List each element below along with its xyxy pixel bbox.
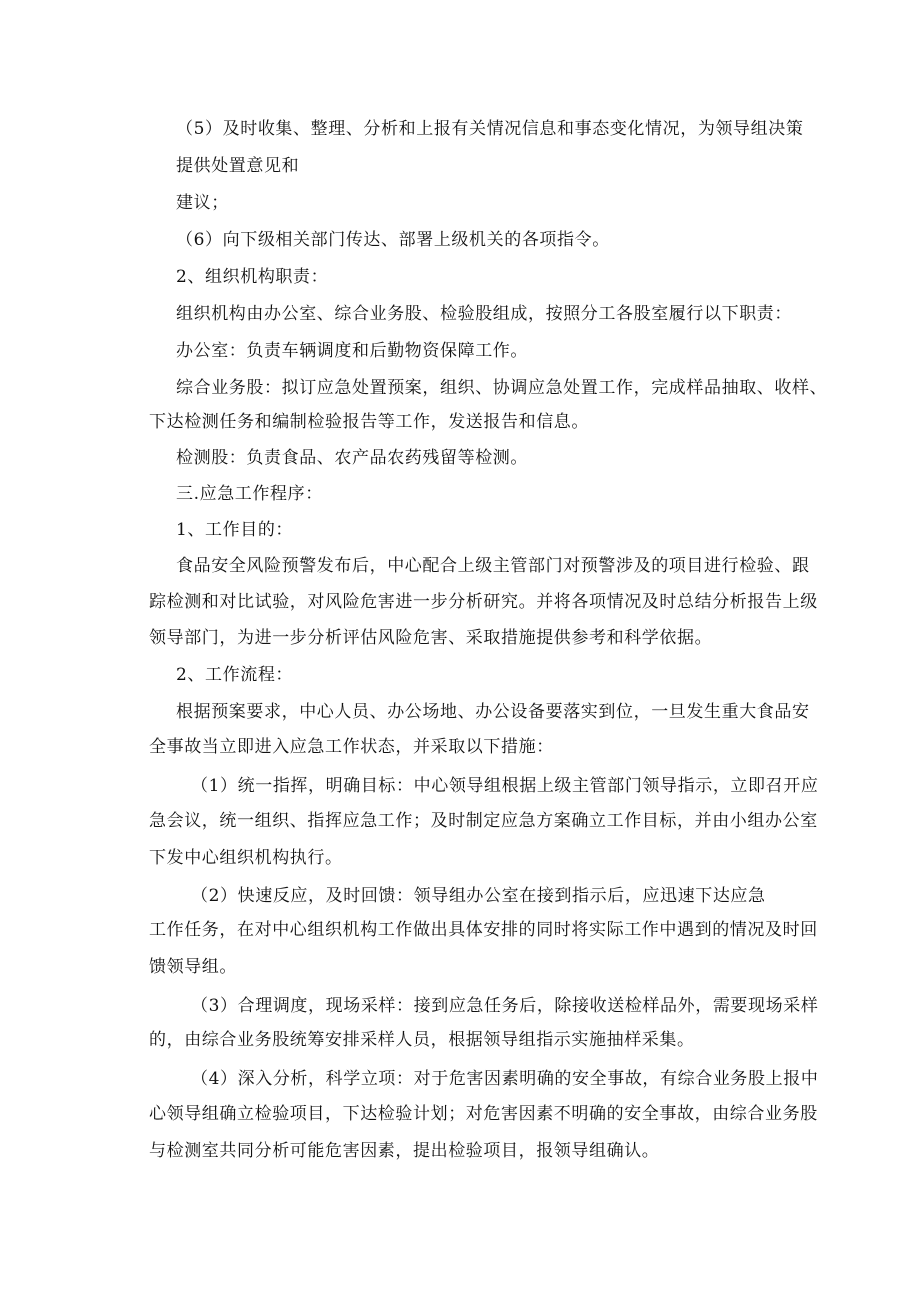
text-line: 食品安全风险预警发布后，中心配合上级主管部门对预警涉及的项目进行检验、跟 xyxy=(176,556,810,576)
text-line: 工作任务，在对中心组织机构工作做出具体安排的同时将实际工作中遇到的情况及时回 xyxy=(149,920,818,940)
text-line: 建议； xyxy=(176,193,229,213)
text-line: 2、工作流程： xyxy=(176,665,294,685)
text-line: 2、组织机构职责： xyxy=(176,267,329,287)
text-line: 检测股：负责食品、农产品农药残留等检测。 xyxy=(176,448,528,468)
text-line: 下发中心组织机构执行。 xyxy=(149,848,343,868)
text-line: 踪检测和对比试验，对风险危害进一步分析研究。并将各项情况及时总结分析报告上级 xyxy=(149,592,818,612)
text-line: （6）向下级相关部门传达、部署上级机关的各项指令。 xyxy=(176,230,610,250)
text-line: 下达检测任务和编制检验报告等工作，发送报告和信息。 xyxy=(149,412,589,432)
text-line: （1）统一指挥，明确目标：中心领导组根据上级主管部门领导指示，立即召开应 xyxy=(191,776,819,796)
text-line: 馈领导组。 xyxy=(149,957,237,977)
text-line: 提供处置意见和 xyxy=(176,156,300,176)
text-line: 1、工作目的： xyxy=(176,520,294,540)
text-line: 的，由综合业务股统筹安排采样人员，根据领导组指示实施抽样采集。 xyxy=(149,1030,695,1050)
text-line: （2）快速反应，及时回馈：领导组办公室在接到指示后，应迅速下达应急 xyxy=(191,886,766,906)
text-line: 领导部门，为进一步分析评估风险危害、采取措施提供参考和科学依据。 xyxy=(149,628,713,648)
text-line: 根据预案要求，中心人员、办公场地、办公设备要落实到位，一旦发生重大食品安 xyxy=(176,702,810,722)
text-line: （3）合理调度，现场采样：接到应急任务后，除接收送检样品外，需要现场采样 xyxy=(191,996,819,1016)
text-line: 三.应急工作程序： xyxy=(176,484,323,504)
text-line: 全事故当立即进入应急工作状态，并采取以下措施： xyxy=(149,737,554,757)
text-line: 综合业务股：拟订应急处置预案，组织、协调应急处置工作，完成样品抽取、收样、 xyxy=(176,378,828,398)
text-line: （4）深入分析，科学立项：对于危害因素明确的安全事故，有综合业务股上报中 xyxy=(191,1069,819,1089)
text-line: 组织机构由办公室、综合业务股、检验股组成，按照分工各股室履行以下职责： xyxy=(176,304,792,324)
text-line: 办公室：负责车辆调度和后勤物资保障工作。 xyxy=(176,341,528,361)
text-line: 急会议，统一组织、指挥应急工作；及时制定应急方案确立工作目标，并由小组办公室 xyxy=(149,811,818,831)
text-line: 心领导组确立检验项目，下达检验计划；对危害因素不明确的安全事故，由综合业务股 xyxy=(149,1104,818,1124)
text-line: 与检测室共同分析可能危害因素，提出检验项目，报领导组确认。 xyxy=(149,1141,660,1161)
text-line: （5）及时收集、整理、分析和上报有关情况信息和事态变化情况，为领导组决策 xyxy=(176,119,804,139)
